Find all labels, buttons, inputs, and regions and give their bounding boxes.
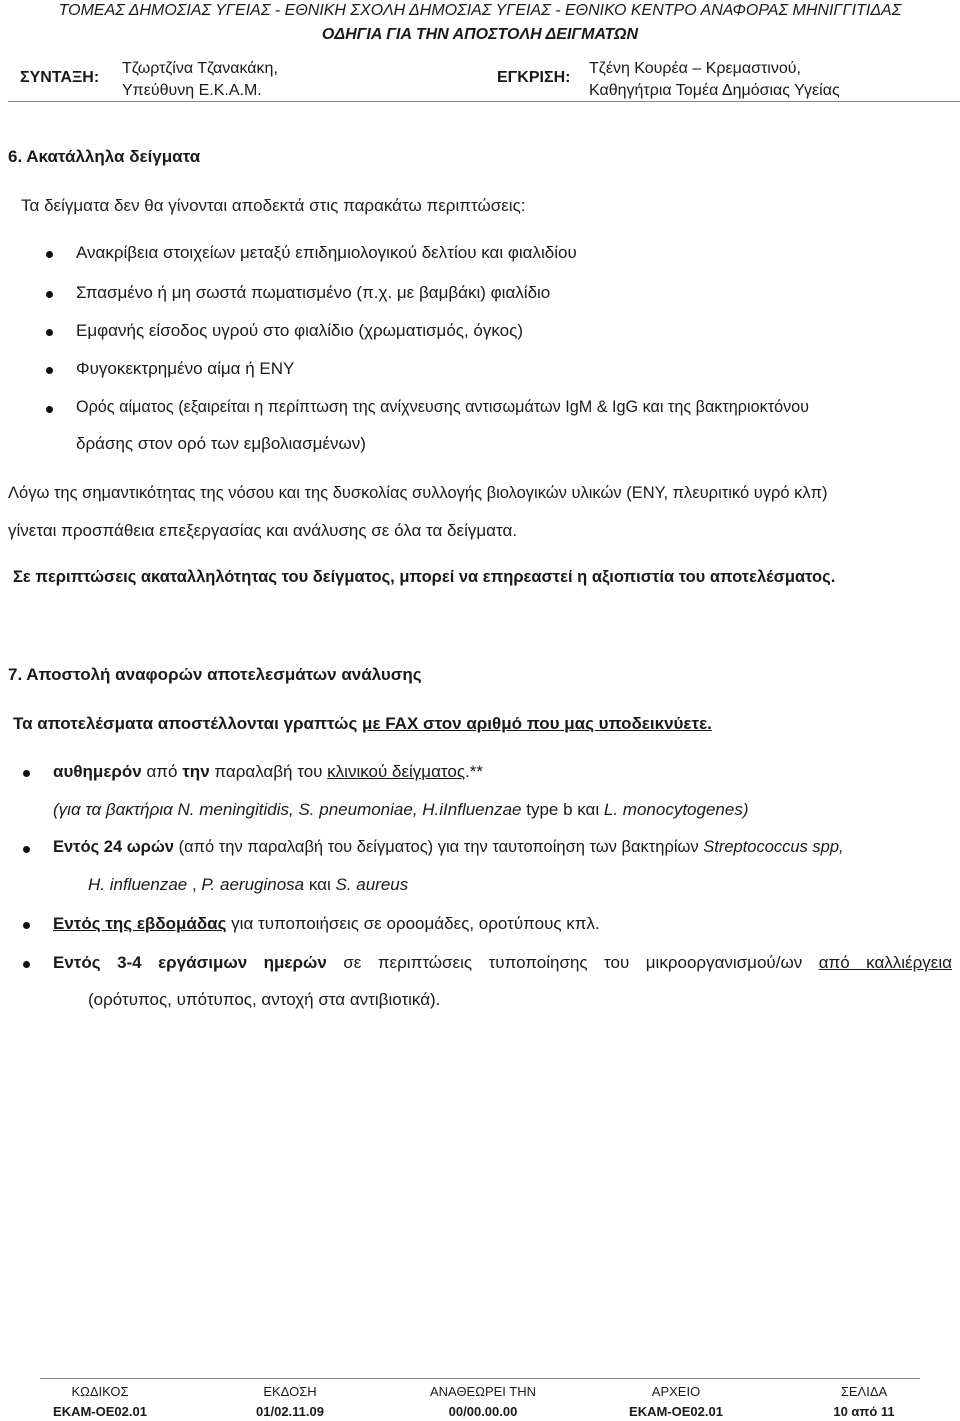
footer-divider <box>40 1378 920 1379</box>
emphasis: Εντός της εβδομάδας <box>53 914 227 933</box>
emphasis: Εντός 24 ωρών <box>53 838 174 856</box>
list-item-continuation <box>88 875 408 895</box>
footer-header: ΑΡΧΕΙΟ <box>651 1384 701 1399</box>
footer-value: 10 από 11 <box>833 1404 895 1419</box>
bullet-icon <box>46 406 53 413</box>
footer-header: ΣΕΛΙΔΑ <box>840 1384 888 1399</box>
list-item: Ανακρίβεια στοιχείων μεταξύ επιδημιολογικού δελτίου και φιαλιδίου <box>76 243 577 262</box>
author-name: Τζωρτζίνα Τζανακάκη, <box>122 60 278 77</box>
intro-fax-text: με FAX στον αριθμό που μας υποδεικνύετε. <box>362 714 712 733</box>
italic-text: H. influenzae <box>88 875 188 894</box>
header-organization: ΤΟΜΕΑΣ ΔΗΜΟΣΙΑΣ ΥΓΕΙΑΣ - ΕΘΝΙΚΗ ΣΧΟΛΗ ΔΗΜΟΣΙΑΣ ΥΓΕΙΑΣ - ΕΘΝΙΚΟ ΚΕΝΤΡΟ ΑΝΑΦΟΡΑΣ ΜΗΝΙΓΓΙΤΙΔΑΣ <box>58 2 902 19</box>
list-item <box>53 953 952 973</box>
text: παραλαβή του <box>209 762 328 781</box>
list-item: Ορός αίματος (εξαιρείται η περίπτωση της ανίχνευσης αντισωμάτων IgM & IgG και της βακτηριοκτόνου <box>76 398 810 416</box>
footer-value: 01/02.11.09 <box>256 1404 324 1419</box>
bullet-icon <box>23 922 30 929</box>
footer-header: ΑΝΑΘΕΩΡΕΙ ΤΗΝ <box>429 1384 536 1399</box>
approver-block <box>589 58 840 102</box>
list-item: Εμφανής είσοδος υγρού στο φιαλίδιο (χρωματισμός, όγκος) <box>76 321 523 340</box>
bullet-icon <box>46 329 53 336</box>
list-item: Σπασμένο ή μη σωστά πωματισμένο (π.χ. με βαμβάκι) φιαλίδιο <box>76 283 551 302</box>
footer-value: ΕΚΑΜ-ΟΕ02.01 <box>629 1404 723 1419</box>
emphasis: Εντός 3-4 εργάσιμων ημερών <box>53 953 327 972</box>
intro-text: Τα αποτελέσματα αποστέλλονται γραπτώς <box>13 714 363 733</box>
list-item <box>53 914 600 934</box>
text: .** <box>465 762 484 781</box>
bullet-icon <box>23 846 30 853</box>
bullet-icon <box>46 251 53 258</box>
bullet-icon <box>23 770 30 777</box>
text: (από την παραλαβή του δείγματος) για την ταυτοποίηση των βακτηρίων <box>174 838 704 856</box>
header-divider <box>8 101 960 102</box>
underlined-text: κλινικού δείγματος <box>327 762 466 781</box>
emphasis: την <box>182 762 210 781</box>
approver-role: Καθηγήτρια Τομέα Δημόσιας Υγείας <box>589 82 840 99</box>
section-7-title: 7. Αποστολή αναφορών αποτελεσμάτων ανάλυσης <box>8 665 422 684</box>
bullet-icon <box>46 291 53 298</box>
list-item <box>53 762 483 782</box>
section-6-title: 6. Ακατάλληλα δείγματα <box>8 147 201 166</box>
italic-text: P. aeruginosa <box>201 875 305 894</box>
italic-text: (για τα βακτήρια N. meningitidis, S. pneumoniae, H.iInfluenzae <box>53 800 527 819</box>
section-6-warning: Σε περιπτώσεις ακαταλληλότητας του δείγματος, μπορεί να επηρεαστεί η αξιοπιστία του αποτελέσματος. <box>13 568 836 586</box>
text: type b και <box>526 800 604 819</box>
approval-label: ΕΓΚΡΙΣΗ: <box>497 69 571 86</box>
bullet-icon <box>23 961 30 968</box>
section-7-intro <box>13 714 712 734</box>
list-item-continuation: δράσης στον ορό των εμβολιασμένων) <box>76 434 366 453</box>
underlined-text: από καλλιέργεια <box>818 953 952 972</box>
emphasis: αυθημερόν <box>53 762 142 781</box>
italic-text: L. monocytogenes) <box>603 800 749 819</box>
italic-text: Streptococcus spp, <box>703 838 844 856</box>
author-role: Υπεύθυνη Ε.Κ.Α.Μ. <box>122 82 262 99</box>
list-item-continuation: (ορότυπος, υπότυπος, αντοχή στα αντιβιοτικά). <box>88 990 441 1009</box>
list-item <box>53 838 844 857</box>
text: σε περιπτώσεις τυποποίησης του μικροοργανισμού/ων <box>326 953 819 972</box>
section-6-paragraph-line: γίνεται προσπάθεια επεξεργασίας και ανάλυσης σε όλα τα δείγματα. <box>8 521 518 540</box>
text: από <box>141 762 183 781</box>
list-item-continuation <box>53 800 748 820</box>
text: και <box>304 875 336 894</box>
bullet-icon <box>46 367 53 374</box>
italic-text: S. aureus <box>335 875 409 894</box>
section-6-intro: Τα δείγματα δεν θα γίνονται αποδεκτά στις παρακάτω περιπτώσεις: <box>21 196 526 215</box>
section-6-paragraph-line: Λόγω της σημαντικότητας της νόσου και της δυσκολίας συλλογής βιολογικών υλικών (ΕΝΥ, πλευριτικό υγρό κλπ) <box>8 484 828 502</box>
author-block <box>122 58 278 102</box>
footer-value: ΕΚΑΜ-ΟΕ02.01 <box>53 1404 147 1419</box>
text: , <box>187 875 202 894</box>
footer-value: 00/00.00.00 <box>448 1404 518 1419</box>
approver-name: Τζένη Κουρέα – Κρεμαστινού, <box>589 60 801 77</box>
list-item: Φυγοκεκτρημένο αίμα ή ΕΝΥ <box>76 359 295 378</box>
author-label: ΣΥΝΤΑΞΗ: <box>20 69 100 86</box>
text: για τυποποιήσεις σε οροομάδες, οροτύπους κπλ. <box>226 914 600 933</box>
footer-header: ΕΚΔΟΣΗ <box>263 1384 317 1399</box>
header-document-title: ΟΔΗΓΙΑ ΓΙΑ ΤΗΝ ΑΠΟΣΤΟΛΗ ΔΕΙΓΜΑΤΩΝ <box>321 26 639 43</box>
footer-header: ΚΩΔΙΚΟΣ <box>71 1384 129 1399</box>
